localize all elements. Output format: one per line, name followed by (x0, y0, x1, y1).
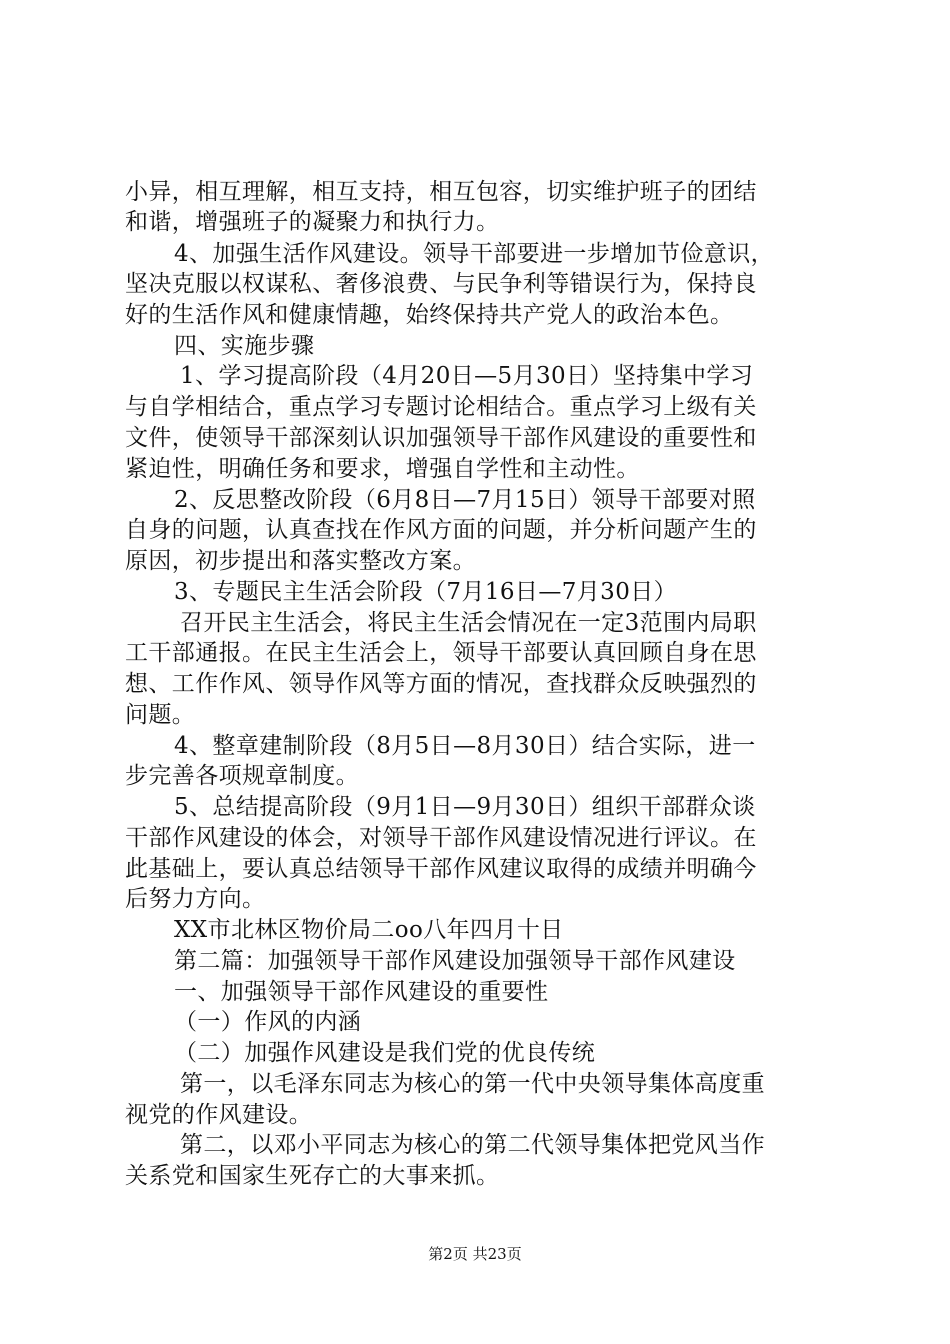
body-line: 想、工作作风、领导作风等方面的情况，查找群众反映强烈的 (125, 671, 757, 697)
body-line: 第一，以毛泽东同志为核心的第一代中央领导集体高度重 (180, 1071, 765, 1097)
body-line: 第二，以邓小平同志为核心的第二代领导集体把党风当作 (180, 1132, 765, 1158)
body-line: 2、反思整改阶段（6月8日—7月15日）领导干部要对照 (174, 487, 756, 513)
body-line: 4、加强生活作风建设。领导干部要进一步增加节俭意识， (174, 241, 775, 267)
body-line: 文件，使领导干部深刻认识加强领导干部作风建设的重要性和 (125, 425, 757, 451)
body-line: 干部作风建设的体会，对领导干部作风建设情况进行评议。在 (125, 825, 757, 851)
section-heading: 一、加强领导干部作风建设的重要性 (174, 979, 549, 1005)
body-line: 好的生活作风和健康情趣，始终保持共产党人的政治本色。 (125, 302, 734, 328)
body-line: 步完善各项规章制度。 (125, 763, 359, 789)
page-number-footer: 第2页 共23页 (428, 1245, 522, 1263)
body-line: 1、学习提高阶段（4月20日—5月30日）坚持集中学习 (180, 363, 754, 389)
subsection-heading: （二）加强作风建设是我们党的优良传统 (174, 1040, 596, 1066)
body-line: 关系党和国家生死存亡的大事来抓。 (125, 1163, 500, 1189)
body-line: 原因，初步提出和落实整改方案。 (125, 548, 476, 574)
body-line: 与自学相结合，重点学习专题讨论相结合。重点学习上级有关 (125, 394, 757, 420)
body-line: 后努力方向。 (125, 886, 266, 912)
section-heading: 四、实施步骤 (174, 333, 315, 359)
body-line: 5、总结提高阶段（9月1日—9月30日）组织干部群众谈 (174, 794, 756, 820)
body-line: 问题。 (125, 702, 196, 728)
signature-line: XX市北林区物价局二oo八年四月十日 (174, 917, 564, 943)
body-line: 召开民主生活会，将民主生活会情况在一定3范围内局职 (180, 610, 757, 636)
body-line: 自身的问题，认真查找在作风方面的问题，并分析问题产生的 (125, 517, 757, 543)
body-line: 4、整章建制阶段（8月5日—8月30日）结合实际，进一 (174, 733, 756, 759)
body-line: 小异，相互理解，相互支持，相互包容，切实维护班子的团结 (125, 179, 757, 205)
body-line: 工干部通报。在民主生活会上，领导干部要认真回顾自身在思 (125, 640, 757, 666)
body-line: 和谐，增强班子的凝聚力和执行力。 (125, 209, 500, 235)
body-line: 视党的作风建设。 (125, 1102, 313, 1128)
body-line: 紧迫性，明确任务和要求，增强自学性和主动性。 (125, 456, 640, 482)
body-line: 坚决克服以权谋私、奢侈浪费、与民争利等错误行为，保持良 (125, 271, 757, 297)
subsection-heading: （一）作风的内涵 (174, 1009, 362, 1035)
chapter-heading: 第二篇：加强领导干部作风建设加强领导干部作风建设 (174, 948, 736, 974)
body-line: 此基础上，要认真总结领导干部作风建议取得的成绩并明确今 (125, 856, 757, 882)
body-line: 3、专题民主生活会阶段（7月16日—7月30日） (174, 579, 678, 605)
